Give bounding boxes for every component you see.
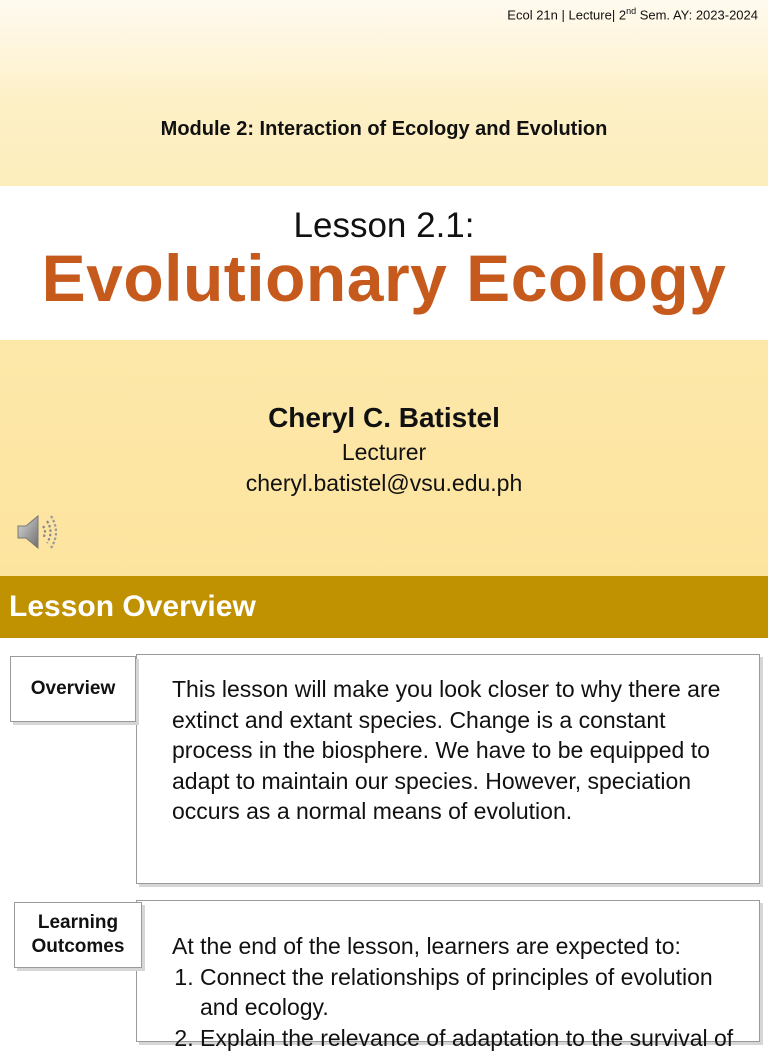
presenter-email: cheryl.batistel@vsu.edu.ph — [0, 470, 768, 497]
course-header — [507, 6, 758, 22]
module-title: Module 2: Interaction of Ecology and Evolution — [0, 118, 768, 141]
outcomes-label-line2: Outcomes — [32, 935, 125, 959]
outcomes-intro: At the end of the lesson, learners are expected to: — [172, 931, 752, 962]
overview-banner — [0, 576, 768, 638]
presenter-role: Lecturer — [0, 439, 768, 466]
semester-label: Sem. AY: 2023-2024 — [636, 7, 758, 22]
overview-text: This lesson will make you look closer to why there are extinct and extant species. Change is a constant process in the biosphere. We have to be equipped to adapt to maintain our species. However, speciation occurs as a normal means of evolution. — [172, 674, 747, 827]
overview-heading: Lesson Overview — [9, 590, 256, 624]
outcome-item: 2. Explain the relevance of adaptation to the survival of — [200, 1023, 752, 1053]
lesson-number: Lesson 2.1: — [0, 206, 768, 246]
overview-label — [10, 656, 136, 722]
course-label: Ecol 21n | Lecture| 2 — [507, 7, 626, 22]
outcomes-content-box — [136, 900, 760, 1042]
lesson-title: Evolutionary Ecology — [0, 240, 768, 316]
learning-outcomes-label — [14, 902, 142, 968]
outcome-item: 1. Connect the relationships of principles of evolution and ecology. — [200, 962, 752, 1023]
outcomes-list — [172, 962, 752, 1053]
outcomes-text — [172, 931, 752, 1053]
overview-content-box — [136, 654, 760, 884]
lesson-title-band — [0, 186, 768, 340]
ordinal-suffix: nd — [626, 6, 636, 16]
overview-label-text: Overview — [31, 677, 116, 701]
outcomes-label-line1: Learning — [32, 911, 125, 935]
overview-slide — [0, 576, 768, 1024]
speaker-audio-icon[interactable] — [16, 512, 60, 552]
presenter-name: Cheryl C. Batistel — [0, 402, 768, 434]
